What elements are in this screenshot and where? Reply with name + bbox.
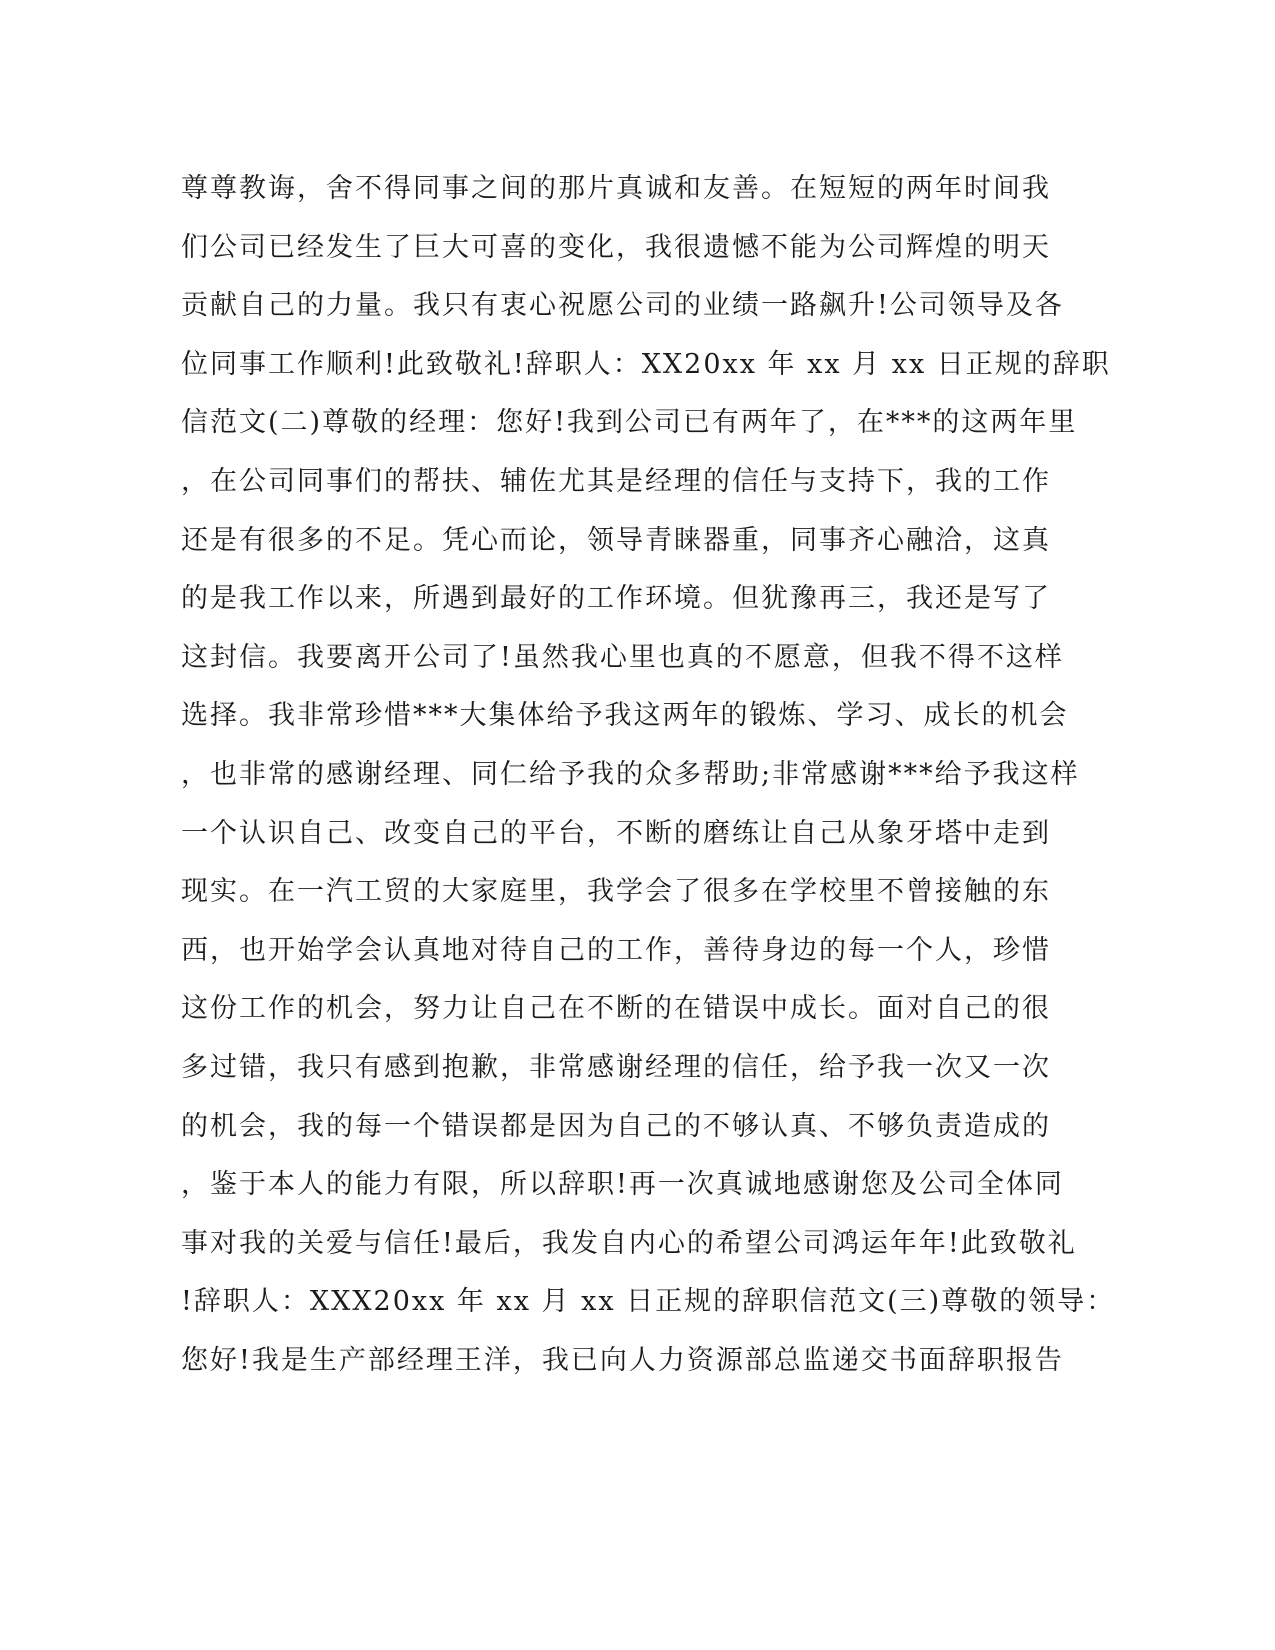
- text-line: !辞职人：XXX20xx 年 xx 月 xx 日正规的辞职信范文(三)尊敬的领导：: [181, 1286, 1116, 1318]
- text-line: 位同事工作顺利!此致敬礼!辞职人：XX20xx 年 xx 月 xx 日正规的辞职: [181, 348, 1111, 380]
- text-line: 们公司已经发生了巨大可喜的变化，我很遗憾不能为公司辉煌的明天: [181, 231, 1051, 263]
- text-line: 事对我的关爱与信任!最后，我发自内心的希望公司鸿运年年!此致敬礼: [181, 1227, 1077, 1259]
- text-line: 的是我工作以来，所遇到最好的工作环境。但犹豫再三，我还是写了: [181, 583, 1051, 615]
- text-line: 的机会，我的每一个错误都是因为自己的不够认真、不够负责造成的: [181, 1110, 1051, 1142]
- text-line: 一个认识自己、改变自己的平台，不断的磨练让自己从象牙塔中走到: [181, 817, 1051, 849]
- text-line: 这封信。我要离开公司了!虽然我心里也真的不愿意，但我不得不这样: [181, 641, 1064, 673]
- text-line: 信范文(二)尊敬的经理：您好!我到公司已有两年了，在***的这两年里: [181, 407, 1078, 439]
- text-line: 现实。在一汽工贸的大家庭里，我学会了很多在学校里不曾接触的东: [181, 876, 1051, 908]
- text-line: 多过错，我只有感到抱歉，非常感谢经理的信任，给予我一次又一次: [181, 1051, 1051, 1083]
- text-line: 尊尊教诲，舍不得同事之间的那片真诚和友善。在短短的两年时间我: [181, 173, 1051, 204]
- text-line: ，也非常的感谢经理、同仁给予我的众多帮助;非常感谢***给予我这样: [181, 758, 1080, 790]
- text-line: 西，也开始学会认真地对待自己的工作，善待身边的每一个人，珍惜: [181, 934, 1051, 966]
- text-line: 这份工作的机会，努力让自己在不断的在错误中成长。面对自己的很: [181, 993, 1051, 1025]
- text-line: ，鉴于本人的能力有限，所以辞职!再一次真诚地感谢您及公司全体同: [181, 1169, 1064, 1201]
- text-line: 贡献自己的力量。我只有衷心祝愿公司的业绩一路飙升!公司领导及各: [181, 290, 1064, 322]
- text-line: 选择。我非常珍惜***大集体给予我这两年的锻炼、学习、成长的机会: [181, 700, 1069, 732]
- body-text: [181, 160, 1116, 1390]
- text-line: ，在公司同事们的帮扶、辅佐尤其是经理的信任与支持下，我的工作: [181, 465, 1051, 497]
- text-line: 还是有很多的不足。凭心而论，领导青睐器重，同事齐心融洽，这真: [181, 524, 1051, 556]
- text-line: 您好!我是生产部经理王洋，我已向人力资源部总监递交书面辞职报告: [181, 1344, 1064, 1376]
